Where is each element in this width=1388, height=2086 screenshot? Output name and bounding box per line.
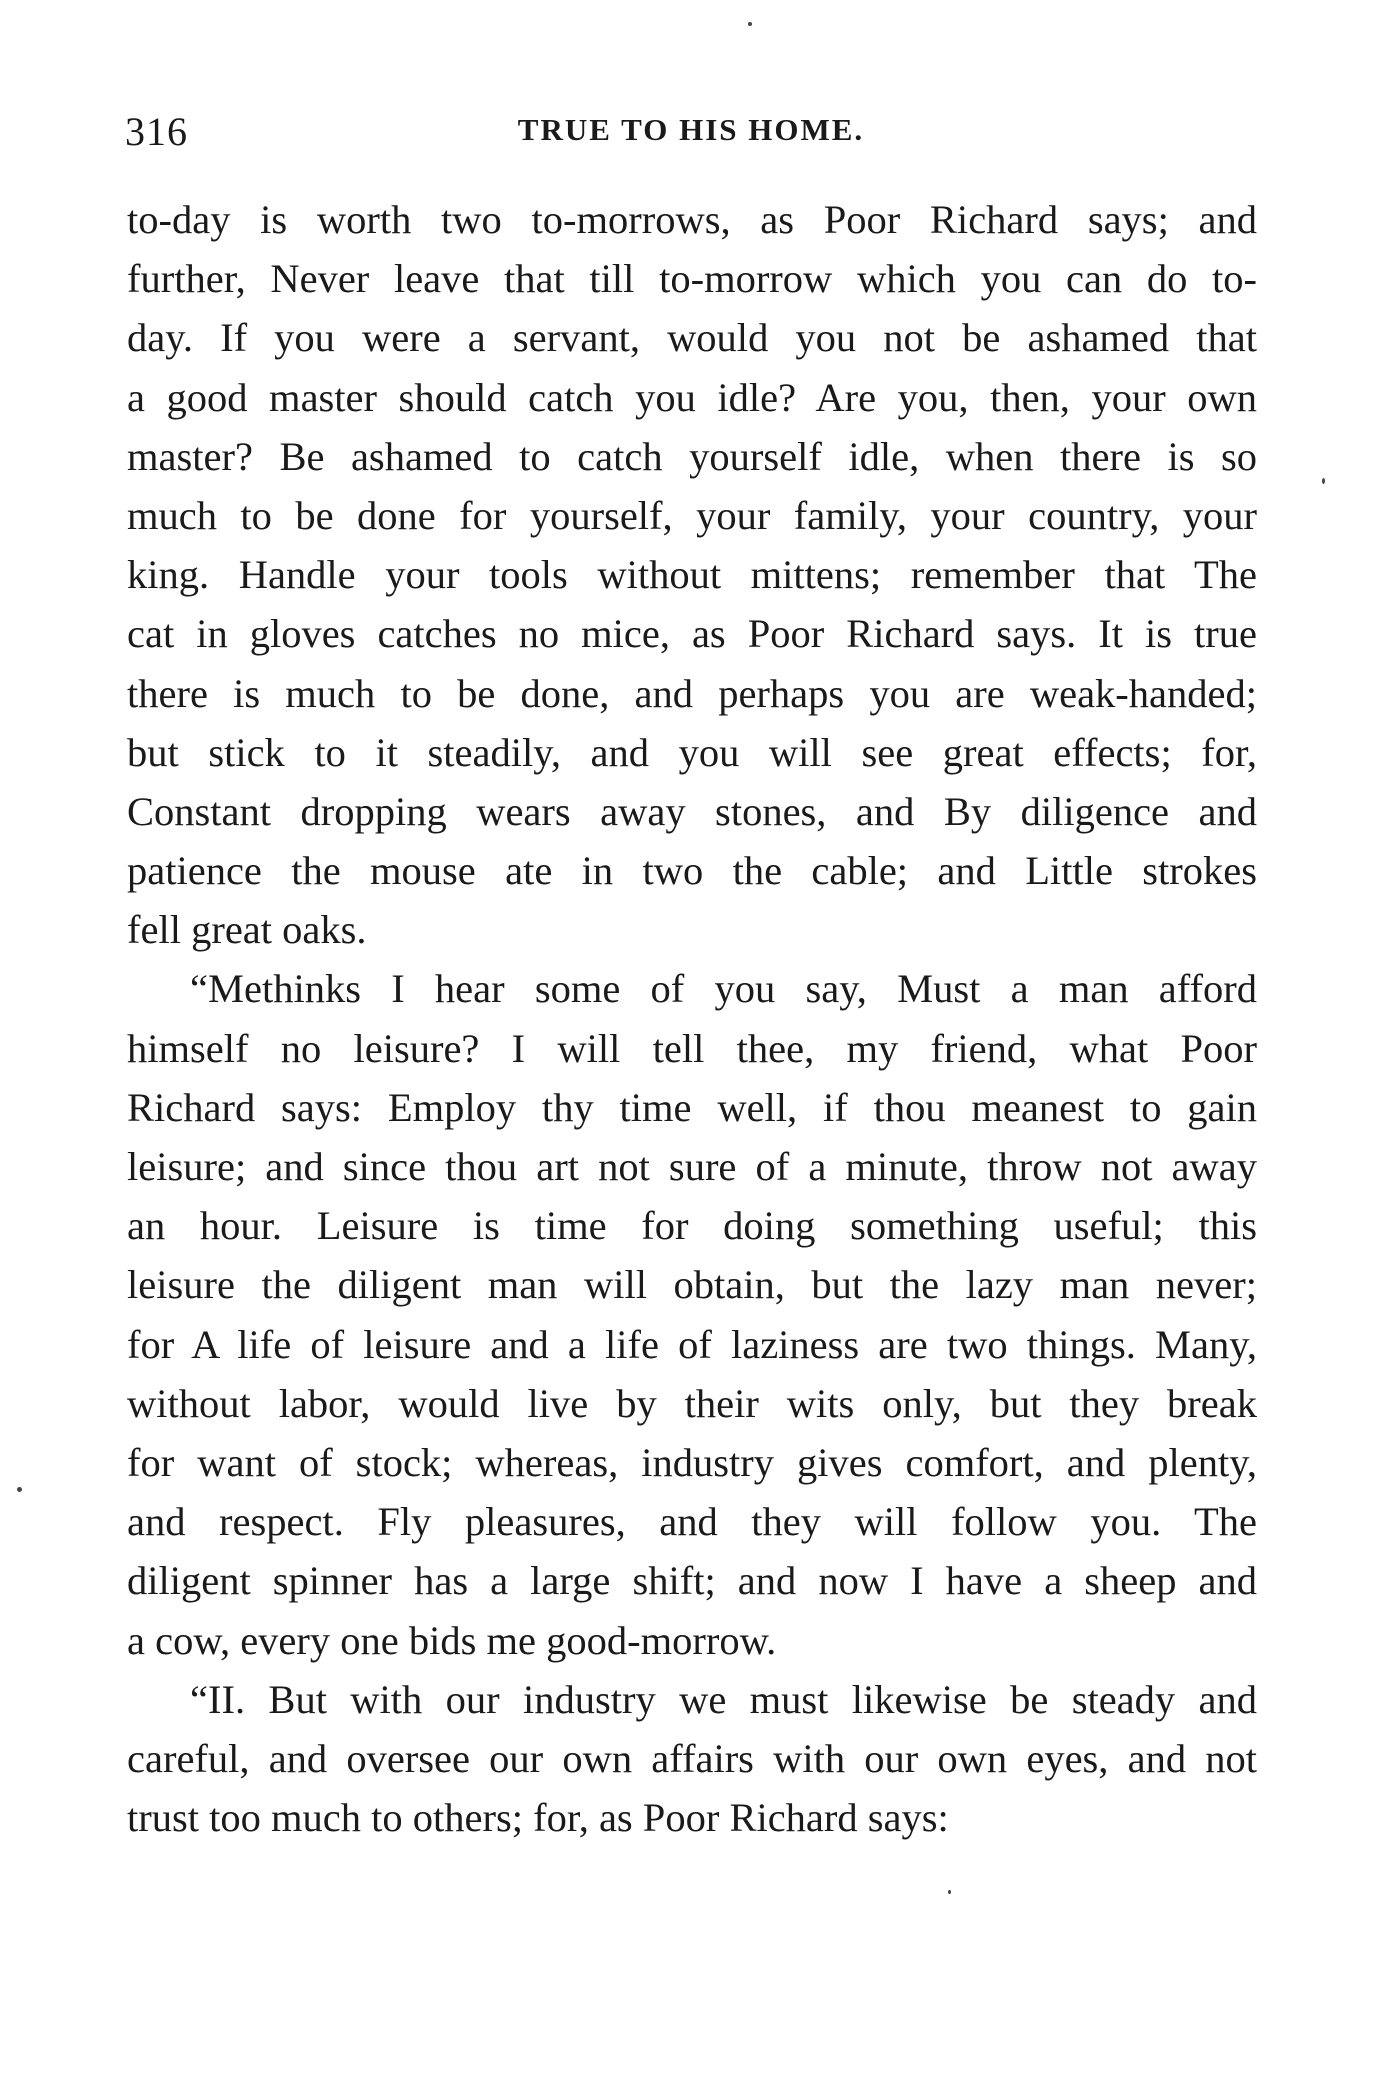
text-line: but stick to it steadily, and you will see great effects; for, [127, 729, 1257, 775]
text-line: careful, and oversee our own affairs with our own eyes, and not [127, 1735, 1257, 1781]
scan-speck [1322, 478, 1325, 484]
page-number: 316 [125, 109, 188, 154]
scan-speck [17, 1487, 22, 1492]
text-line: Constant dropping wears away stones, and By diligence and [127, 788, 1257, 834]
paragraph-end-line: a cow, every one bids me good-morrow. [127, 1617, 777, 1663]
paragraph-end-line: fell great oaks. [127, 907, 367, 953]
text-line: much to be done for yourself, your family, your country, your [127, 492, 1257, 538]
text-line: trust too much to others; for, as Poor Richard says: [127, 1795, 949, 1841]
text-line: diligent spinner has a large shift; and now I have a sheep and [127, 1558, 1257, 1604]
text-line: further, Never leave that till to-morrow which you can do to- [127, 256, 1257, 302]
text-line: for A life of leisure and a life of laziness are two things. Many, [127, 1321, 1257, 1367]
text-line: day. If you were a servant, would you not be ashamed that [127, 315, 1257, 361]
text-line: a good master should catch you idle? Are you, then, your own [127, 374, 1257, 420]
text-line: to-day is worth two to-morrows, as Poor Richard says; and [127, 197, 1257, 242]
scan-speck [948, 1890, 951, 1894]
text-line: master? Be ashamed to catch yourself idle, when there is so [127, 433, 1257, 479]
text-line: without labor, would live by their wits only, but they break [127, 1380, 1257, 1426]
running-head [125, 108, 1257, 168]
text-line: patience the mouse ate in two the cable; and Little strokes [127, 848, 1257, 894]
scan-speck [748, 22, 752, 26]
body-text [127, 190, 1257, 1847]
text-line: for want of stock; whereas, industry gives comfort, and plenty, [127, 1439, 1257, 1485]
text-line: himself no leisure? I will tell thee, my friend, what Poor [127, 1025, 1257, 1071]
text-line: Richard says: Employ thy time well, if thou meanest to gain [127, 1084, 1257, 1130]
text-line: leisure; and since thou art not sure of a minute, throw not away [127, 1144, 1257, 1189]
text-line: there is much to be done, and perhaps you are weak-handed; [127, 670, 1257, 716]
text-line: king. Handle your tools without mittens; remember that The [127, 552, 1257, 598]
text-line: leisure the diligent man will obtain, but the lazy man never; [127, 1262, 1257, 1308]
running-title: TRUE TO HIS HOME. [517, 112, 865, 147]
paragraph-start-line: “II. But with our industry we must likewise be steady and [190, 1676, 1257, 1722]
text-line: and respect. Fly pleasures, and they will follow you. The [127, 1499, 1257, 1545]
paragraph-start-line: “Methinks I hear some of you say, Must a man afford [190, 966, 1257, 1012]
text-line: an hour. Leisure is time for doing something useful; this [127, 1203, 1257, 1249]
text-line: cat in gloves catches no mice, as Poor Richard says. It is true [127, 611, 1257, 657]
